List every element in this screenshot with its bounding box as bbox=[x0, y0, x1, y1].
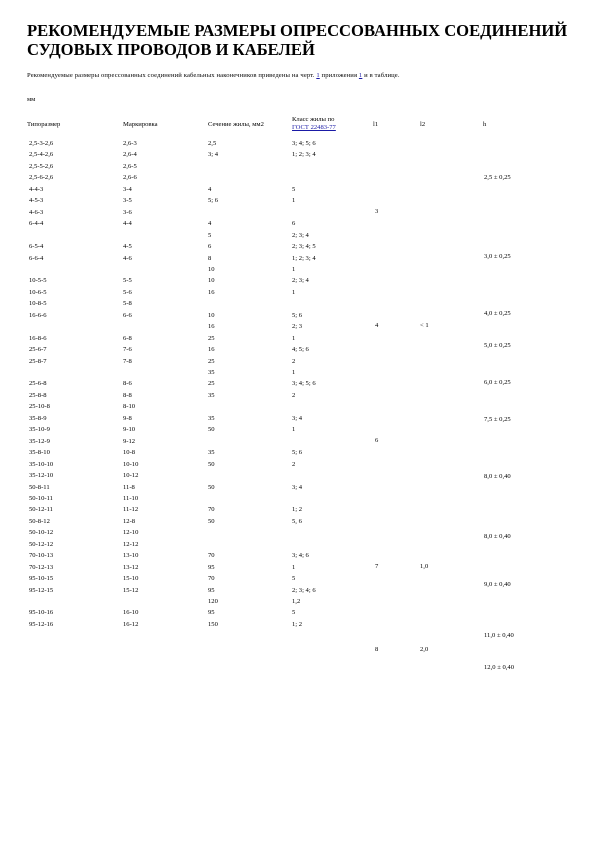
cell-typesize: 2,5-3-2,6 bbox=[29, 140, 54, 147]
cell-marking: 4-6 bbox=[123, 254, 132, 262]
cell-section: 50 bbox=[208, 426, 215, 434]
cell-marking: 11-10 bbox=[123, 494, 139, 502]
cell-typesize: 35-10-9 bbox=[29, 426, 50, 434]
cell-typesize: 10-5-5 bbox=[29, 277, 47, 285]
cell-section: 70 bbox=[208, 552, 215, 560]
cell-core-class: 1 bbox=[292, 265, 296, 273]
cell-marking: 3-5 bbox=[123, 197, 132, 205]
cell-marking: 5-6 bbox=[123, 288, 132, 296]
cell-marking: 10-10 bbox=[123, 460, 139, 468]
cell-section: 10 bbox=[208, 265, 215, 273]
cell-section: 4 bbox=[208, 220, 212, 228]
merged-cell-l1: 8 bbox=[375, 646, 379, 653]
cell-section: 120 bbox=[208, 598, 218, 605]
header-h: h bbox=[483, 121, 487, 128]
cell-core-class: 1 bbox=[292, 197, 296, 205]
cell-core-class: 1; 2 bbox=[292, 506, 303, 514]
cell-core-class: 1; 2; 3; 4 bbox=[292, 254, 316, 262]
unit-label: мм bbox=[27, 96, 36, 103]
cell-marking: 11-8 bbox=[123, 483, 135, 491]
cell-marking: 6-6 bbox=[123, 311, 132, 319]
cell-section: 35 bbox=[208, 449, 215, 457]
cell-marking: 11-12 bbox=[123, 506, 139, 514]
cell-section: 2,5 bbox=[208, 140, 217, 147]
cell-section: 25 bbox=[208, 357, 215, 365]
cell-marking: 15-10 bbox=[123, 575, 139, 583]
cell-marking: 16-12 bbox=[123, 620, 139, 628]
merged-cell-h: 8,0 ± 0,40 bbox=[484, 473, 511, 480]
cell-section: 150 bbox=[208, 620, 218, 628]
merged-cell-h: 3,0 ± 0,25 bbox=[484, 253, 511, 260]
cell-section: 35 bbox=[208, 414, 215, 422]
merged-cell-l1: 7 bbox=[375, 563, 379, 570]
cell-core-class: 2; 3; 4; 5 bbox=[292, 243, 316, 251]
cell-typesize: 95-10-15 bbox=[29, 575, 54, 583]
cell-typesize: 6-4-4 bbox=[29, 220, 44, 228]
cell-section: 35 bbox=[208, 369, 215, 376]
cell-core-class: 3; 4; 6 bbox=[292, 552, 309, 560]
cell-marking: 10-12 bbox=[123, 472, 139, 480]
merged-cell-h: 9,0 ± 0,40 bbox=[484, 581, 511, 588]
cell-core-class: 1 bbox=[292, 426, 296, 434]
merged-cell-l1: 4 bbox=[375, 322, 379, 329]
cell-core-class: 2 bbox=[292, 357, 296, 365]
cell-typesize: 35-12-9 bbox=[29, 437, 50, 445]
cell-marking: 10-8 bbox=[123, 449, 136, 457]
cell-section: 50 bbox=[208, 517, 215, 525]
header-marking: Маркировка bbox=[123, 121, 158, 128]
cell-core-class: 1; 2 bbox=[292, 620, 303, 628]
cell-core-class: 5; 6 bbox=[292, 311, 303, 319]
cell-marking: 6-8 bbox=[123, 334, 132, 342]
cell-typesize: 70-10-13 bbox=[29, 552, 54, 560]
merged-cell-h: 4,0 ± 0,25 bbox=[484, 310, 511, 317]
cell-typesize: 25-8-7 bbox=[29, 357, 47, 365]
cell-marking: 13-12 bbox=[123, 563, 139, 571]
merged-cell-h: 8,0 ± 0,40 bbox=[484, 533, 511, 540]
cell-marking: 2,6-3 bbox=[123, 140, 137, 147]
merged-cell-l2: < 1 bbox=[420, 322, 429, 329]
cell-core-class: 5 bbox=[292, 609, 296, 617]
cell-typesize: 4-6-3 bbox=[29, 208, 44, 216]
cell-section: 10 bbox=[208, 311, 215, 319]
cell-core-class: 3; 4; 5; 6 bbox=[292, 380, 316, 388]
cell-section: 70 bbox=[208, 575, 215, 583]
cell-typesize: 2,5-6-2,6 bbox=[29, 174, 54, 182]
cell-core-class: 5, 6 bbox=[292, 517, 302, 525]
cell-core-class: 1 bbox=[292, 288, 296, 296]
cell-marking: 13-10 bbox=[123, 552, 139, 560]
cell-section: 25 bbox=[208, 334, 215, 342]
cell-marking: 8-8 bbox=[123, 391, 132, 399]
cell-section: 16 bbox=[208, 288, 215, 296]
cell-marking: 8-10 bbox=[123, 403, 136, 411]
cell-typesize: 4-5-3 bbox=[29, 197, 44, 205]
merged-cell-h: 2,5 ± 0,25 bbox=[484, 174, 511, 181]
cell-section: 35 bbox=[208, 391, 215, 399]
cell-core-class: 3; 4 bbox=[292, 483, 303, 491]
cell-core-class: 2 bbox=[292, 391, 296, 399]
cell-section: 8 bbox=[208, 254, 212, 262]
merged-cell-l1: 6 bbox=[375, 437, 379, 444]
cell-typesize: 50-10-12 bbox=[29, 529, 54, 537]
cell-marking: 2,6-6 bbox=[123, 174, 137, 182]
merged-cell-h: 12,0 ± 0,40 bbox=[484, 664, 514, 671]
cell-marking: 7-8 bbox=[123, 357, 132, 365]
cell-typesize: 6-5-4 bbox=[29, 243, 44, 251]
merged-cell-h: 6,0 ± 0,25 bbox=[484, 379, 511, 386]
cell-typesize: 16-6-6 bbox=[29, 311, 47, 319]
cell-core-class: 1; 2; 3; 4 bbox=[292, 151, 316, 159]
cell-core-class: 1 bbox=[292, 563, 296, 571]
cell-typesize: 2,5-5-2,6 bbox=[29, 162, 54, 170]
cell-typesize: 25-10-8 bbox=[29, 403, 50, 411]
appendix-link[interactable]: 1 bbox=[358, 72, 363, 79]
cell-typesize: 95-12-16 bbox=[29, 620, 54, 628]
merged-cell-l2: 2,0 bbox=[420, 646, 429, 653]
cell-section: 6 bbox=[208, 243, 212, 251]
cell-marking: 16-10 bbox=[123, 609, 139, 617]
cell-core-class: 2; 3 bbox=[292, 323, 303, 331]
cell-typesize: 25-6-8 bbox=[29, 380, 47, 388]
cell-typesize: 50-10-11 bbox=[29, 494, 53, 502]
cell-core-class: 4; 5; 6 bbox=[292, 346, 309, 354]
cell-typesize: 50-8-12 bbox=[29, 517, 50, 525]
cell-core-class: 2; 3; 4 bbox=[292, 231, 309, 239]
header-typesize: Типоразмер bbox=[27, 121, 61, 128]
cell-marking: 4-4 bbox=[123, 220, 132, 228]
cell-marking: 12-10 bbox=[123, 529, 139, 537]
cell-typesize: 10-8-5 bbox=[29, 300, 47, 308]
intro-text-2: приложения bbox=[319, 72, 359, 79]
cell-typesize: 95-12-15 bbox=[29, 586, 54, 594]
drawing-link[interactable]: 1 bbox=[316, 72, 320, 79]
merged-cell-l1: 3 bbox=[375, 208, 379, 215]
cell-typesize: 10-6-5 bbox=[29, 288, 47, 296]
cell-core-class: 1 bbox=[292, 334, 296, 342]
cell-marking: 2,6-5 bbox=[123, 162, 137, 170]
cell-marking: 15-12 bbox=[123, 586, 139, 594]
merged-cell-h: 7,5 ± 0,25 bbox=[484, 416, 511, 423]
cell-typesize: 50-8-11 bbox=[29, 483, 50, 491]
cell-section: 5 bbox=[208, 231, 212, 239]
merged-cell-l2: 1,0 bbox=[420, 563, 429, 570]
cell-typesize: 6-6-4 bbox=[29, 254, 44, 262]
cell-core-class: 6 bbox=[292, 220, 296, 228]
cell-marking: 9-10 bbox=[123, 426, 136, 434]
cell-typesize: 25-8-8 bbox=[29, 391, 47, 399]
cell-marking: 12-12 bbox=[123, 540, 139, 548]
cell-section: 3; 4 bbox=[208, 151, 219, 159]
merged-cell-h: 5,0 ± 0,25 bbox=[484, 342, 511, 349]
cell-core-class: 3; 4; 5; 6 bbox=[292, 140, 316, 147]
cell-section: 4 bbox=[208, 185, 212, 193]
cell-core-class: 2; 3; 4 bbox=[292, 277, 309, 285]
cell-marking: 8-6 bbox=[123, 380, 132, 388]
cell-typesize: 50-12-12 bbox=[29, 540, 54, 548]
cell-marking: 3-4 bbox=[123, 185, 132, 193]
cell-marking: 2,6-4 bbox=[123, 151, 137, 159]
cell-section: 95 bbox=[208, 586, 215, 594]
cell-core-class: 5; 6 bbox=[292, 449, 303, 457]
cell-section: 50 bbox=[208, 460, 215, 468]
header-section: Сечение жилы, мм2 bbox=[208, 121, 264, 128]
cell-marking: 3-6 bbox=[123, 208, 132, 216]
cell-section: 70 bbox=[208, 506, 215, 514]
cell-core-class: 5 bbox=[292, 185, 296, 193]
cell-section: 16 bbox=[208, 346, 215, 354]
header-l2: l2 bbox=[420, 121, 426, 128]
cell-marking: 9-12 bbox=[123, 437, 136, 445]
cell-typesize: 95-10-16 bbox=[29, 609, 54, 617]
cell-typesize: 25-6-7 bbox=[29, 346, 47, 354]
cell-core-class: 3; 4 bbox=[292, 414, 303, 422]
merged-cell-h: 11,0 ± 0,40 bbox=[484, 632, 514, 639]
cell-core-class: 2 bbox=[292, 460, 296, 468]
cell-marking: 12-8 bbox=[123, 517, 136, 525]
cell-marking: 7-6 bbox=[123, 346, 132, 354]
header-l1: l1 bbox=[373, 121, 379, 128]
cell-section: 25 bbox=[208, 380, 215, 388]
cell-typesize: 4-4-3 bbox=[29, 185, 44, 193]
cell-core-class: 1 bbox=[292, 369, 296, 376]
cell-core-class: 2; 3; 4; 6 bbox=[292, 586, 316, 594]
cell-marking: 9-8 bbox=[123, 414, 132, 422]
cell-marking: 5-8 bbox=[123, 300, 132, 308]
cell-typesize: 16-8-6 bbox=[29, 334, 47, 342]
cell-section: 95 bbox=[208, 609, 215, 617]
cell-typesize: 35-12-10 bbox=[29, 472, 54, 480]
cell-section: 10 bbox=[208, 277, 215, 285]
cell-typesize: 70-12-13 bbox=[29, 563, 54, 571]
cell-marking: 4-5 bbox=[123, 243, 132, 251]
cell-typesize: 35-8-9 bbox=[29, 414, 47, 422]
cell-typesize: 2,5-4-2,6 bbox=[29, 151, 54, 159]
cell-section: 50 bbox=[208, 483, 215, 491]
cell-section: 16 bbox=[208, 323, 215, 331]
cell-typesize: 35-8-10 bbox=[29, 449, 50, 457]
cell-typesize: 35-10-10 bbox=[29, 460, 54, 468]
cell-section: 5; 6 bbox=[208, 197, 219, 205]
cell-marking: 5-5 bbox=[123, 277, 132, 285]
cell-typesize: 50-12-11 bbox=[29, 506, 53, 514]
intro-text-3: и в таблице. bbox=[362, 72, 400, 79]
header-core-class: Класс жилы по bbox=[292, 116, 335, 123]
cell-core-class: 5 bbox=[292, 575, 296, 583]
gost-link[interactable]: ГОСТ 22483-77 bbox=[292, 124, 336, 131]
intro-text-1: Рекомендуемые размеры опрессованных соединений кабельных наконечников приведены на черт. bbox=[27, 72, 317, 79]
document-title: РЕКОМЕНДУЕМЫЕ РАЗМЕРЫ ОПРЕССОВАННЫХ СОЕДИНЕНИЙ СУДОВЫХ ПРОВОДОВ И КАБЕЛЕЙ bbox=[27, 21, 568, 59]
cell-core-class: 1,2 bbox=[292, 598, 301, 605]
cell-section: 95 bbox=[208, 563, 215, 571]
